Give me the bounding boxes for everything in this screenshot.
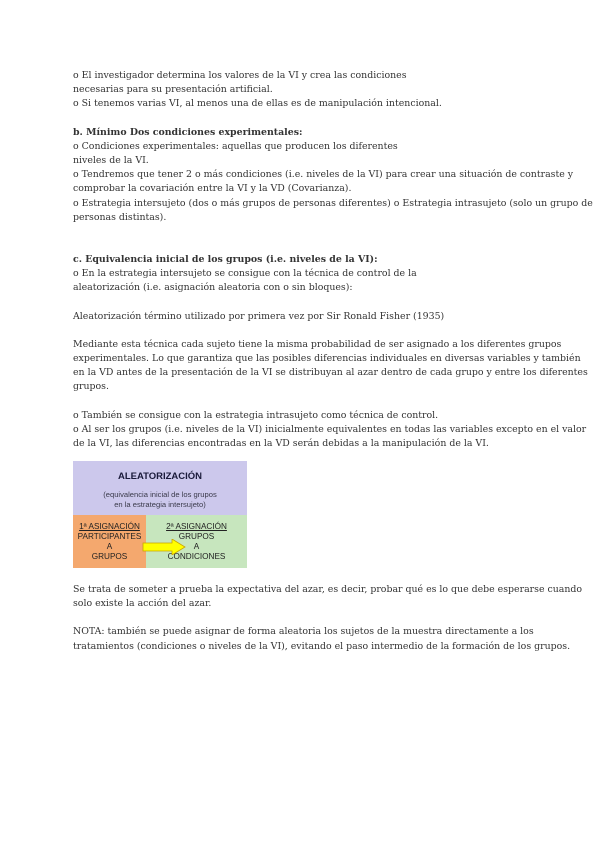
section-b-line-4: comprobar la covariación entre la VI y la VD (Covarianza).	[73, 183, 352, 195]
second-assignment-line: GRUPOS	[178, 532, 215, 541]
section-a-line-1: o El investigador determina los valores de la VI y crea las condiciones	[73, 70, 407, 81]
first-assignment-line: A	[106, 542, 113, 551]
para-line-1: Mediante esta técnica cada sujeto tiene la misma probabilidad de ser asignado a los diferentes grupos	[73, 338, 562, 350]
second-assignment-line: CONDICIONES	[167, 552, 226, 561]
diagram-subtitle-line-1: (equivalencia inicial de los grupos	[103, 490, 217, 499]
para-line-3: en la VD antes de la presentación de la VI se distribuyan al azar dentro de cada grupo y entre los diferentes	[73, 367, 588, 379]
para-line-2: experimentales. Lo que garantiza que las posibles diferencias individuales en diversas variables y también	[73, 353, 581, 365]
second-assignment-heading: 2ª ASIGNACIÓN	[166, 522, 227, 531]
first-assignment-line: PARTICIPANTES	[77, 532, 142, 541]
section-a-line-2: necesarias para su presentación artificial.	[73, 84, 273, 96]
second-assignment-line: A	[193, 542, 200, 551]
para-line-4: grupos.	[73, 381, 109, 393]
closing-line-2: solo existe la acción del azar.	[73, 598, 212, 610]
fisher-note: Aleatorización término utilizado por primera vez por Sir Ronald Fisher (1935)	[73, 310, 445, 322]
right-arrow-icon	[142, 539, 186, 555]
section-b-line-2: niveles de la VI.	[73, 155, 149, 167]
section-c-line-1: o En la estrategia intersujeto se consigue con la técnica de control de la	[73, 268, 417, 280]
intra-line-2: o Al ser los grupos (i.e. niveles de la VI) inicialmente equivalentes en todas las variables excepto en el valor	[73, 423, 587, 435]
randomization-diagram	[73, 461, 247, 568]
section-b-line-3: o Tendremos que tener 2 o más condiciones (i.e. niveles de la VI) para crear una situación de contraste y	[73, 169, 574, 181]
section-c-line-2: aleatorización (i.e. asignación aleatoria con o sin bloques):	[73, 282, 353, 294]
section-b-line-6: personas distintas).	[73, 211, 167, 223]
first-assignment-line: GRUPOS	[91, 552, 128, 561]
intra-line-1: o También se consigue con la estrategia intrasujeto como técnica de control.	[73, 409, 439, 421]
diagram-title: ALEATORIZACIÓN	[117, 471, 203, 482]
intra-line-3: de la VI, las diferencias encontradas en la VD serán debidas a la manipulación de la VI.	[73, 438, 489, 450]
note-line-2: tratamientos (condiciones o niveles de la VI), evitando el paso intermedio de la formación de los grupos.	[73, 640, 571, 652]
section-a-line-3: o Si tenemos varias VI, al menos una de ellas es de manipulación intencional.	[73, 98, 442, 110]
closing-text	[73, 583, 583, 654]
first-assignment-box	[73, 515, 146, 568]
document-body	[73, 69, 593, 451]
diagram-header	[73, 461, 247, 515]
note-line-1: NOTA: también se puede asignar de forma aleatoria los sujetos de la muestra directamente a los	[73, 626, 534, 638]
section-b-line-1: o Condiciones experimentales: aquellas que producen los diferentes	[73, 140, 398, 152]
closing-line-1: Se trata de someter a prueba la expectativa del azar, es decir, probar qué es lo que debe esperarse cuando	[73, 584, 583, 595]
section-b-line-5: o Estrategia intersujeto (dos o más grupos de personas diferentes) o Estrategia intrasujeto (solo un grupo de	[73, 197, 593, 209]
diagram-subtitle	[73, 490, 247, 510]
first-assignment-heading: 1ª ASIGNACIÓN	[79, 522, 140, 531]
diagram-subtitle-line-2: en la estrategia intersujeto)	[114, 500, 206, 509]
section-b-heading: b. Mínimo Dos condiciones experimentales:	[73, 126, 303, 138]
section-c-heading: c. Equivalencia inicial de los grupos (i.e. niveles de la VI):	[73, 254, 378, 266]
